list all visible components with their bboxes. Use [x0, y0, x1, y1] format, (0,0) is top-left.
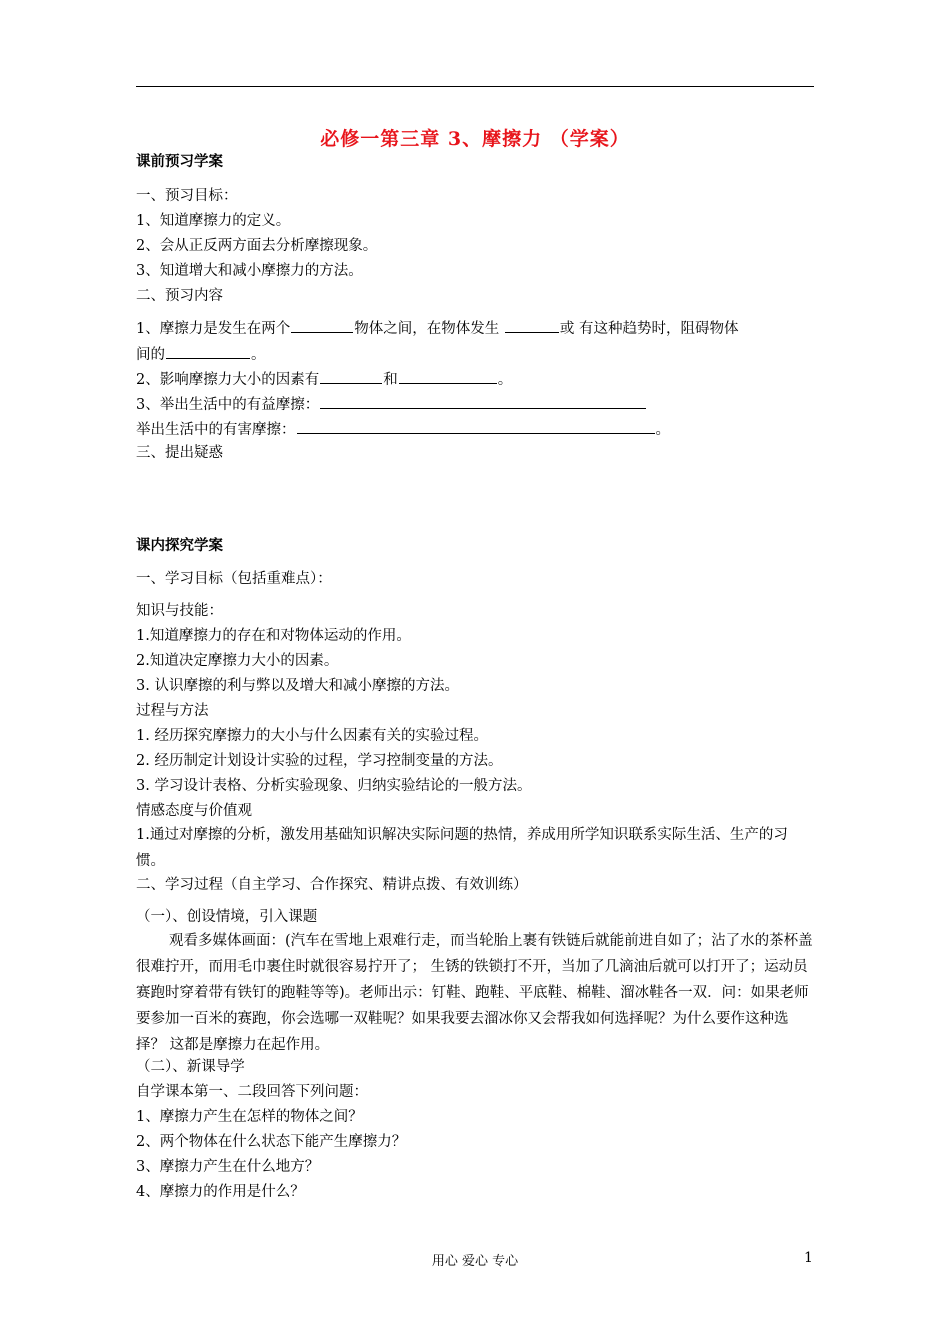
question-text: 和 — [383, 372, 398, 388]
question-item: 4、摩擦力的作用是什么？ — [136, 1184, 305, 1200]
question-text: 或 有这种趋势时，阻碍物体 — [559, 321, 739, 337]
header-rule — [136, 86, 814, 87]
preview-content-heading: 二、预习内容 — [136, 288, 223, 304]
fill-blank[interactable] — [505, 318, 559, 333]
question-text: 2、影响摩擦力大小的因素有 — [136, 372, 320, 388]
preview-goal: 3、知道增大和减小摩擦力的方法。 — [136, 263, 363, 279]
question-text: 间的 — [136, 347, 165, 363]
question-item: 3、摩擦力产生在什么地方？ — [136, 1159, 320, 1175]
knowledge-item: 2.知道决定摩擦力大小的因素。 — [136, 653, 339, 669]
question-item: 2、两个物体在什么状态下能产生摩擦力？ — [136, 1134, 407, 1150]
preview-question-2 — [136, 369, 512, 390]
preview-question-1-cont — [136, 344, 266, 365]
question-text: 举出生活中的有害摩擦： — [136, 422, 296, 438]
section-1-text: 观看多媒体画面：(汽车在雪地上艰难行走，而当轮胎上裹有铁链后就能前进自如了；沾了水的茶杯盖很难拧开，而用毛巾裹住时就很容易拧开了； 生锈的铁锁打不开，当加了几滴油后就可以打开了；运动员赛跑时穿着带有铁钉的跑鞋等等)。老师出示：钉鞋、跑鞋、平底鞋、棉鞋、溜冰鞋各一双．问：如果老师要参加一百米的赛跑，你会选哪一双鞋呢？如果我要去溜冰你又会帮我如何选择呢？为什么要作这种选择？ 这都是摩擦力在起作用。 — [136, 933, 813, 1053]
fill-blank[interactable] — [399, 369, 497, 384]
emotion-heading: 情感态度与价值观 — [136, 803, 252, 819]
question-text: 。 — [497, 372, 513, 388]
section-2-intro: 自学课本第一、二段回答下列问题： — [136, 1084, 368, 1100]
question-text: 3、举出生活中的有益摩擦： — [136, 397, 320, 413]
preview-question-3b — [136, 419, 670, 440]
fill-blank[interactable] — [166, 344, 250, 359]
preview-heading: 课前预习学案 — [136, 153, 223, 170]
question-item: 1、摩擦力产生在怎样的物体之间？ — [136, 1109, 363, 1125]
question-text: 物体之间，在物体发生 — [354, 321, 504, 337]
fill-blank[interactable] — [291, 318, 353, 333]
page-title: 必修一第三章 3、摩擦力 （学案） — [320, 128, 630, 150]
emotion-text: 1.通过对摩擦的分析，激发用基础知识解决实际问题的热情，养成用所学知识联系实际生活、生产的习惯。 — [136, 827, 788, 869]
inclass-goals-heading: 一、学习目标（包括重难点）： — [136, 571, 332, 587]
section-1-heading: （一）、创设情境，引入课题 — [136, 909, 318, 925]
knowledge-heading: 知识与技能： — [136, 603, 223, 619]
fill-blank[interactable] — [297, 419, 655, 434]
preview-goal: 1、知道摩擦力的定义。 — [136, 213, 291, 229]
preview-goal: 2、会从正反两方面去分析摩擦现象。 — [136, 238, 378, 254]
question-text: 。 — [655, 422, 670, 438]
question-text: 1、摩擦力是发生在两个 — [136, 321, 291, 337]
question-text: 。 — [251, 347, 266, 363]
preview-question-1 — [136, 318, 738, 339]
process-heading: 过程与方法 — [136, 703, 209, 719]
process-item: 1. 经历探究摩擦力的大小与什么因素有关的实验过程。 — [136, 728, 488, 744]
page-number: 1 — [804, 1250, 813, 1266]
fill-blank[interactable] — [320, 394, 646, 409]
section-2-heading: （二）、新课导学 — [136, 1059, 245, 1075]
footer-text: 用心 爱心 专心 — [431, 1254, 519, 1269]
fill-blank[interactable] — [320, 369, 382, 384]
learning-process-heading: 二、学习过程（自主学习、合作探究、精讲点拨、有效训练） — [136, 877, 528, 893]
inclass-heading: 课内探究学案 — [136, 537, 223, 554]
preview-question-3 — [136, 394, 647, 415]
process-item: 3. 学习设计表格、分析实验现象、归纳实验结论的一般方法。 — [136, 778, 532, 794]
preview-doubt-heading: 三、提出疑惑 — [136, 445, 223, 461]
preview-goals-heading: 一、预习目标： — [136, 188, 238, 204]
process-item: 2. 经历制定计划设计实验的过程，学习控制变量的方法。 — [136, 753, 503, 769]
knowledge-item: 1.知道摩擦力的存在和对物体运动的作用。 — [136, 628, 411, 644]
knowledge-item: 3. 认识摩擦的利与弊以及增大和减小摩擦的方法。 — [136, 678, 459, 694]
